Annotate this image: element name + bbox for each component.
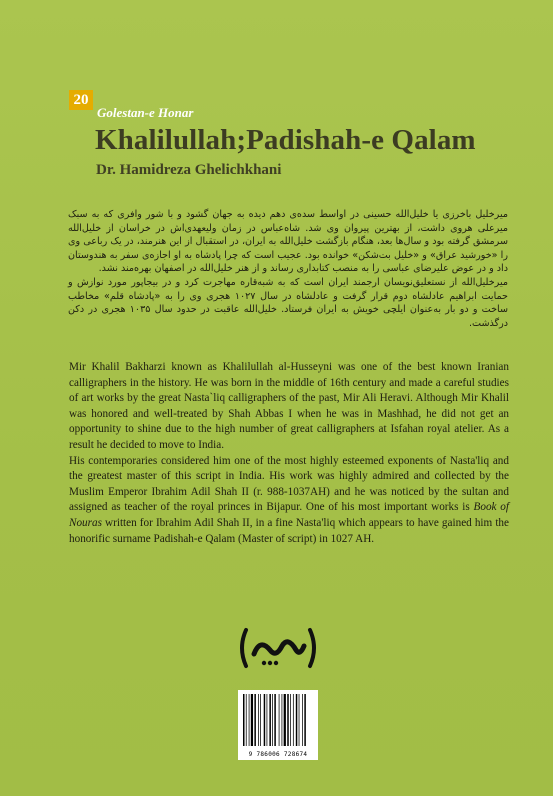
english-paragraph-2-part-a: His contemporaries considered him one of the most highly esteemed exponents of Nasta'liq and the greatest master of this script in India. His work was highly admired and collected by the Muslim Emperor Ibrahim Adil Shah II (r. 988-1037AH) and he was noticed by the sultan and assigned as teacher of the royal princes in Bijapur. One of his most important works is [69, 454, 509, 514]
persian-paragraph-1: میرخلیل باخرزی یا خلیل‌الله حسینی در اواسط سده‌ی دهم دیده به جهان گشود و با شور وافری که به سبک میرعلی هروی داشت، از بهترین پیروان وی شد. شاه‌عباس در زمان ولیعهدی‌اش در خراسان از خلیل‌الله سرمشق گرفته بود و سال‌ها بعد، هنگام بازگشت خلیل‌الله به ایران، در استقبال از این هنرمند، در یک رباعی وی را «خورشید عراق» و «خلیل بت‌شکن» خوانده بود. عجیب است که چرا پادشاه به او اجازه‌ی سفر به هندوستان داد و در عوض علیرضای عباسی را به منصب کتابداری رساند و از هنر خلیل‌الله در اصفهان بهره‌مند نشد. [68, 209, 508, 275]
english-paragraph-2-part-b: written for Ibrahim Adil Shah II, in a fine Nasta'liq which appears to have gained him the honorific surname Padishah-e Qalam (Master of script) in 1027 AH. [69, 516, 509, 545]
series-number-badge: 20 [69, 90, 93, 110]
barcode [238, 690, 318, 760]
persian-description [68, 208, 508, 330]
publisher-logo [236, 624, 320, 672]
book-author: Dr. Hamidreza Ghelichkhani [96, 162, 282, 178]
isbn-number: 9 786006 728674 [248, 751, 308, 758]
book-of-nouras-title: Book of Nouras [69, 501, 509, 529]
book-title: Khalilullah;Padishah-e Qalam [95, 124, 476, 156]
english-description [69, 360, 509, 547]
english-paragraph-2 [69, 454, 509, 548]
series-name: Golestan-e Honar [97, 105, 194, 120]
persian-paragraph-2: میرخلیل‌الله از نستعلیق‌نویسان ارجمند ایران است که به شبه‌قاره مهاجرت کرد و در بیجاپور مورد نوازش و حمایت ابراهیم عادلشاه دوم قرار گرفت و عادلشاه در سال ۱۰۲۷ هجری وی را به «پادشاه قلم» مخاطب ساخت و دو بار به‌عنوان ایلچی خویش به ایران فرستاد. خلیل‌الله عاقبت در حدود سال ۱۰۳۵ هجری در دکن درگذشت. [68, 276, 508, 329]
english-paragraph-1: Mir Khalil Bakharzi known as Khalilullah al-Husseyni was one of the best known Iranian calligraphers in the history. He was born in the middle of 16th century and made a careful studies of art works by the great Nasta`liq calligraphers of the past, Mir Ali Heravi. Although Mir Khalil was honored and well-treated by Shah Abbas I when he was in Mashhad, he did not get an opportunity to shine due to the high number of great calligraphers at Isfahan royal atelier. As a result he decided to move to India. [69, 361, 509, 451]
